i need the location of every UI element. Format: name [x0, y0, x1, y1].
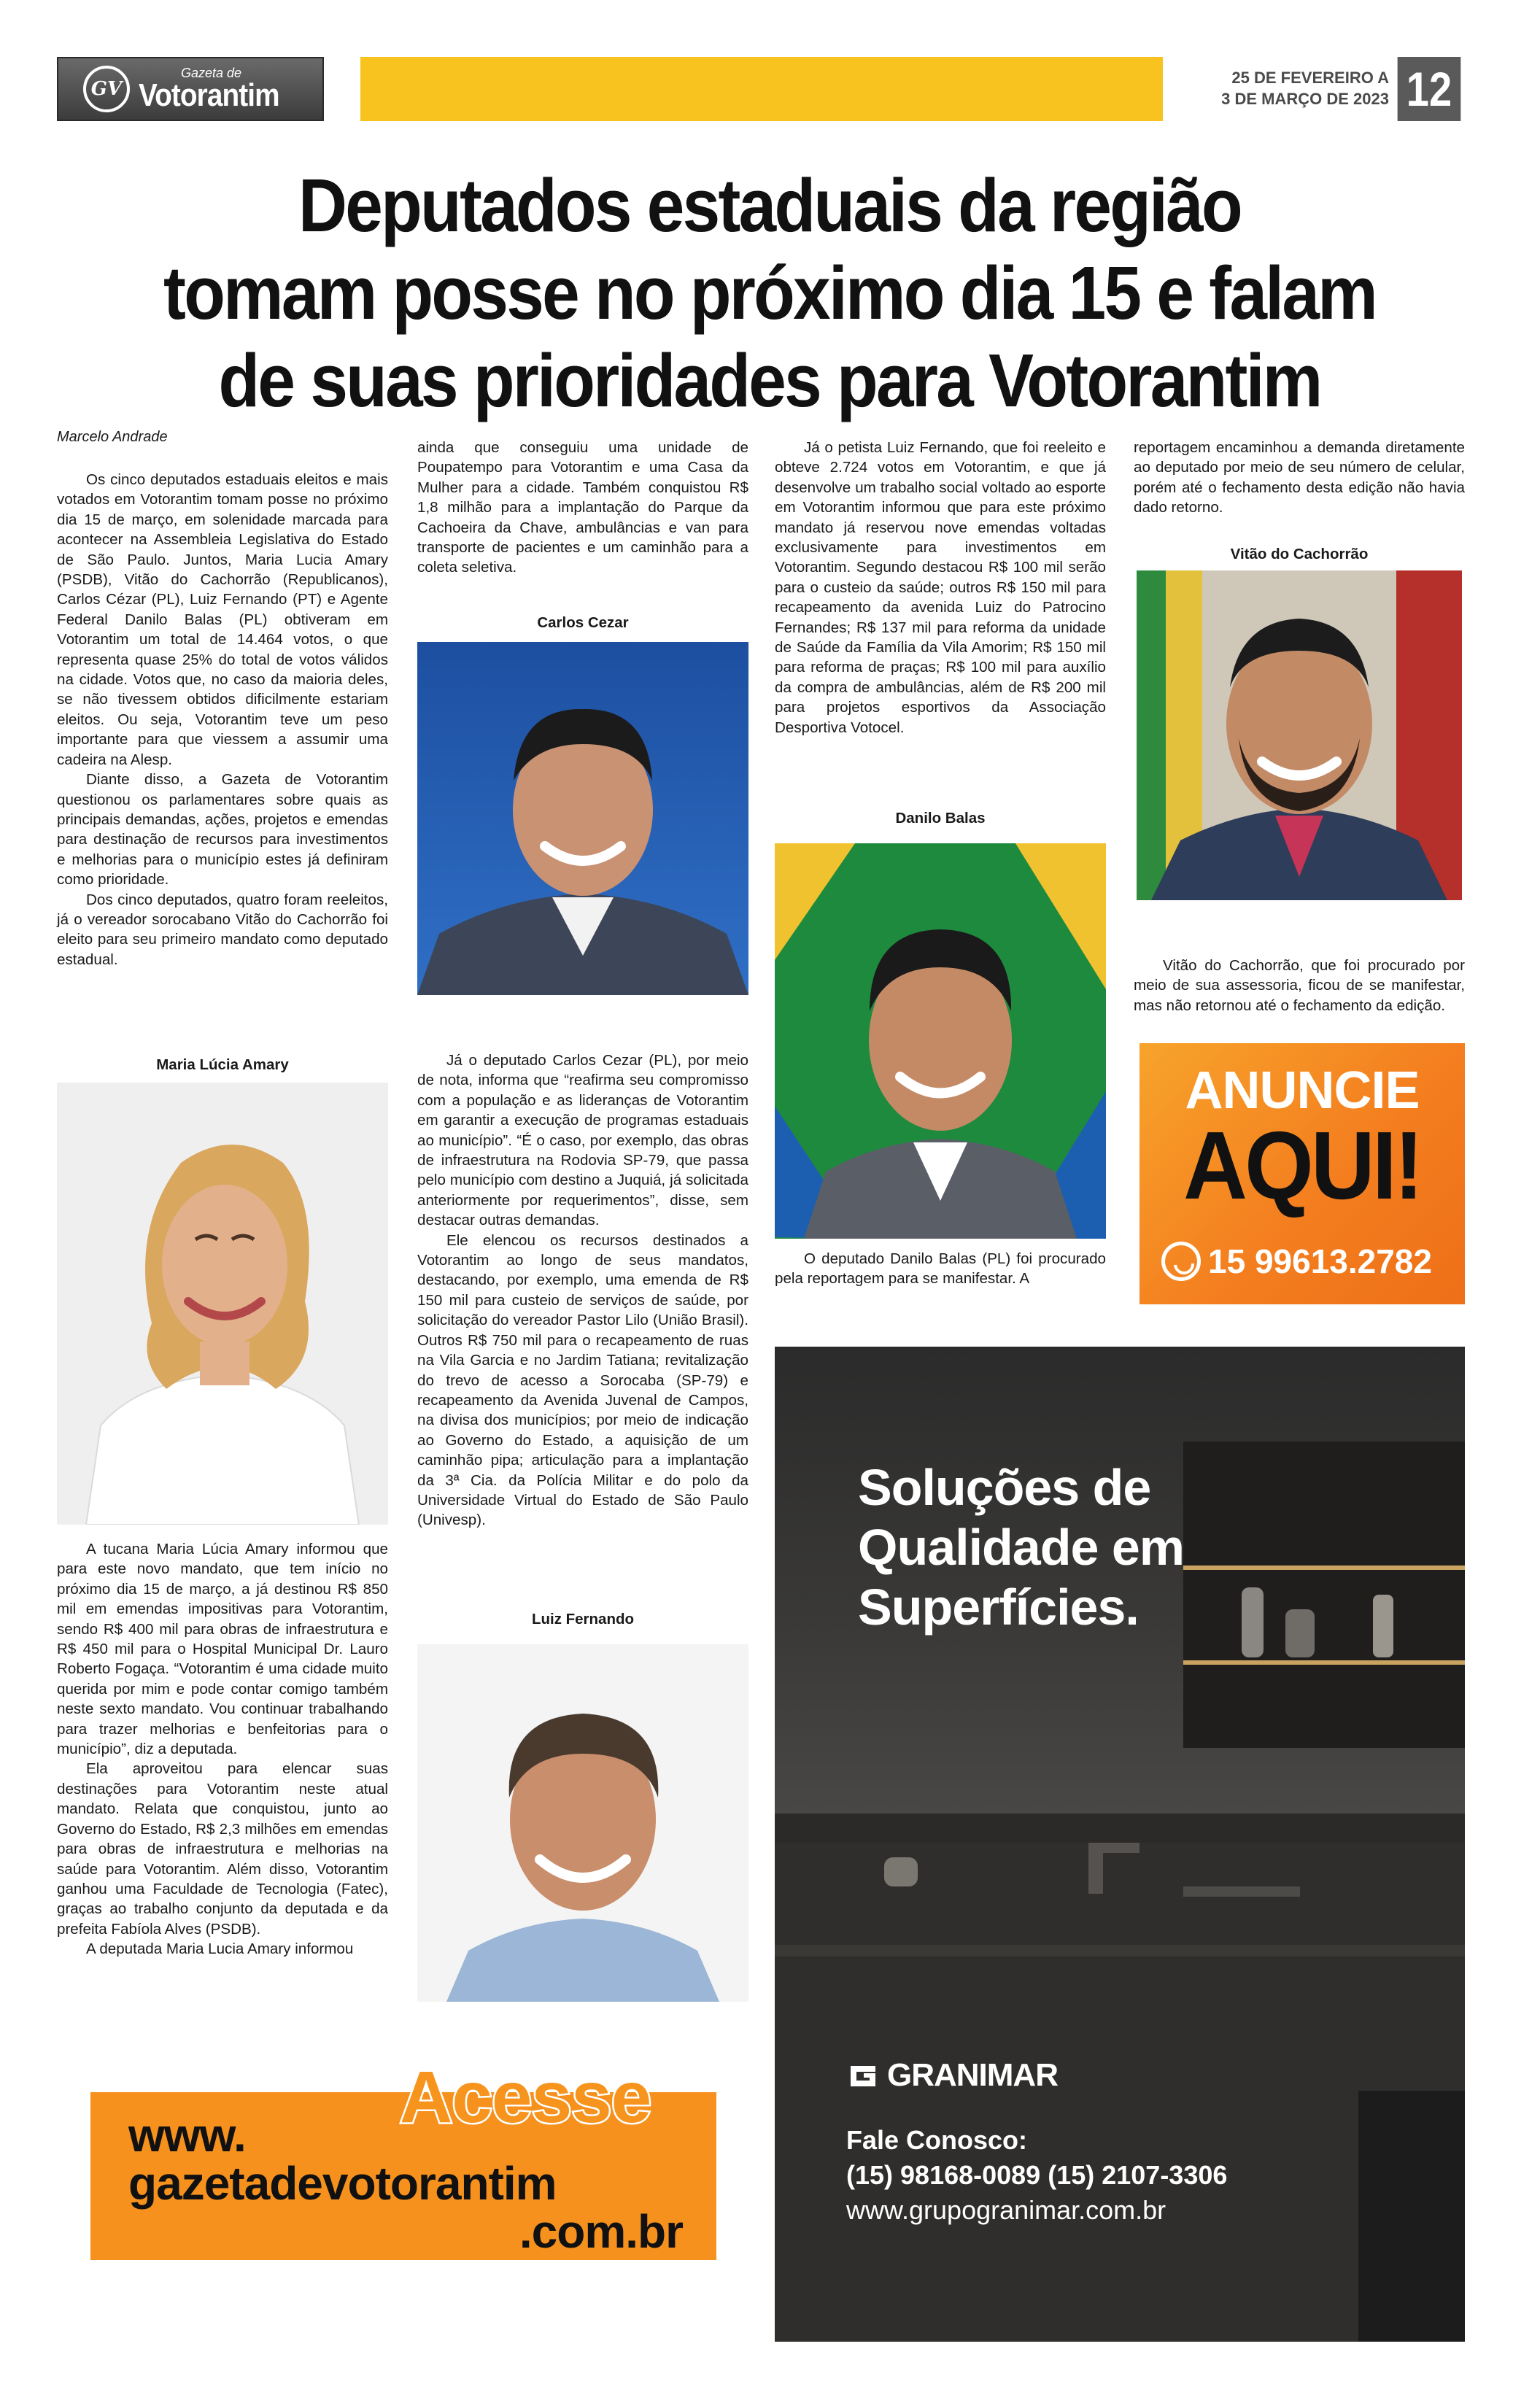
- ad-acesse-word: Acesse: [400, 2056, 651, 2138]
- logo-title: Votorantim: [139, 77, 279, 113]
- ad-acesse-url-line: www.: [128, 2109, 246, 2162]
- granimar-brand: GRANIMAR: [887, 2057, 1058, 2093]
- paragraph: Já o petista Luiz Fernando, que foi reeleito e obteve 2.724 votos em Votorantim, e que já desenvolve um trabalho social voltado ao esporte em Votorantim informou que para este próximo mandato já reservou nove emendas voltadas exclusivamente para investimentos em Votorantim. Segundo destacou R$ 100 mil serão para o custeio da saúde; outros R$ 150 mil para recapeamento da avenida Luiz do Patrocino Fernandes; R$ 137 mil para reforma da unidade de Saúde da Família da Vila Amorim; R$ 150 mil para reforma de praças; R$ 100 mil para auxílio da compra de ambulâncias, além de R$ 200 mil para projetos esportivos da Associação Desportiva Votocel.: [775, 439, 1106, 736]
- photo-title-luiz-fernando: Luiz Fernando: [531, 1611, 635, 1628]
- byline: Marcelo Andrade: [57, 429, 168, 445]
- headline-line: de suas prioridades para Votorantim: [218, 338, 1321, 422]
- paragraph: Ela aproveitou para elencar suas destinações para Votorantim neste atual mandato. Relata que conquistou, junto ao Governo do Estado, R$ 2,3 milhões em emendas para obras de infraestrutura e melhorias na saúde para Votorantim. Além disso, Votorantim ganhou uma Faculdade de Tecnologia (Fatec), graças ao trabalho conjunto da deputada e da prefeita Fabíola Alves (PSDB).: [57, 1760, 388, 1938]
- photo-maria-lucia-amary: [57, 1083, 388, 1525]
- photo-vitao-do-cachorrao: [1137, 570, 1462, 900]
- page-number: 12: [1398, 57, 1461, 121]
- photo-danilo-balas: [775, 843, 1106, 1239]
- ad-granimar-contact-label: Fale Conosco:: [846, 2125, 1028, 2155]
- paragraph: Ele elencou os recursos destinados a Votorantim ao longo de seus mandatos, destacando, por exemplo, uma emenda de R$ 150 mil para custeio de serviços de saúde, por solicitação do vereador Pastor Lilo (União Brasil). Outros R$ 750 mil para o recapeamento de ruas na Vila Garcia e no Jardim Tatiana; revitalização do trevo de acesso a Sorocaba (SP-79) e recapeamento da Avenida Juvenal de Campos, na divisa dos municípios; por meio de indicação ao Governo do Estado, a aquisição de um caminhão pipa; articulação para a implantação da 3ª Cia. da Polícia Militar e do polo da Universidade Virtual do Estado de São Paulo (Univesp).: [417, 1231, 748, 1529]
- column-3-continued: [775, 1249, 1106, 1289]
- column-2-text: [417, 438, 748, 578]
- paragraph: Vitão do Cachorrão, que foi procurado por meio de sua assessoria, ficou de se manifestar, mas não retornou até o fechamento da edição.: [1134, 957, 1465, 1014]
- ad-granimar-headline-line: Superfícies.: [858, 1579, 1139, 1636]
- headline-line: tomam posse no próximo dia 15 e falam: [163, 251, 1376, 335]
- paragraph: Dos cinco deputados, quatro foram reeleitos, já o vereador sorocabano Vitão do Cachorrão foi eleito para seu primeiro mandato como deputado estadual.: [57, 891, 388, 968]
- granimar-logo-icon: [846, 2059, 880, 2092]
- paragraph: reportagem encaminhou a demanda diretamente ao deputado por meio de seu número de celular, porém até o fechamento desta edição não havia dado retorno.: [1134, 439, 1465, 516]
- photo-title-danilo-balas: Danilo Balas: [895, 810, 986, 827]
- photo-title-carlos-cezar: Carlos Cezar: [537, 614, 629, 631]
- header-yellow-band: [360, 57, 1163, 121]
- ad-granimar[interactable]: [775, 1347, 1465, 2342]
- ad-acesse-url-line: .com.br: [519, 2205, 683, 2258]
- ad-acesse-url-line: gazetadevotorantim: [128, 2157, 557, 2210]
- paragraph: ainda que conseguiu uma unidade de Poupatempo para Votorantim e uma Casa da Mulher para a cidade. Também conquistou R$ 1,8 milhão para a implantação do Parque da Cachoeira da Chave, ambulâncias e van para transporte de pacientes e um caminhão para a coleta seletiva.: [417, 439, 748, 576]
- column-1-text: [57, 470, 388, 970]
- masthead-logo: [57, 57, 324, 121]
- ad-granimar-phones: (15) 98168-0089 (15) 2107-3306: [846, 2160, 1228, 2190]
- edition-date: [1185, 67, 1389, 109]
- ad-granimar-website[interactable]: www.grupogranimar.com.br: [846, 2195, 1166, 2225]
- logo-emblem: GV: [83, 66, 130, 112]
- column-1-continued: [57, 1539, 388, 1959]
- photo-luiz-fernando: [417, 1644, 748, 2002]
- paragraph: A tucana Maria Lúcia Amary informou que para este novo mandato, que tem início no próximo dia 15 de março, a já destinou R$ 850 mil em emendas impositivas para Votorantim, sendo R$ 400 mil para obras de infraestrutura e R$ 450 mil para o Hospital Municipal Dr. Lauro Roberto Fogaça. “Votorantim é uma cidade muito querida por mim e pode contar comigo também neste sexto mandato. Vou continuar trabalhando para trazer melhorias e benfeitorias para o município”, diz a deputada.: [57, 1541, 388, 1758]
- ad-anuncie-aqui[interactable]: [1139, 1043, 1465, 1304]
- photo-title-maria-lucia: Maria Lúcia Amary: [156, 1056, 289, 1073]
- article-headline: [117, 162, 1423, 425]
- column-3-text: [775, 438, 1106, 738]
- edition-date-line2: 3 DE MARÇO DE 2023: [1221, 90, 1389, 108]
- paragraph: Os cinco deputados estaduais eleitos e mais votados em Votorantim tomam posse no próximo dia 15 de março, em solenidade marcada para acontecer na Assembleia Legislativa do Estado de São Paulo. Juntos, Maria Lucia Amary (PSDB), Vitão do Cachorrão (Republicanos), Carlos Cézar (PL), Luiz Fernando (PT) e Agente Federal Danilo Balas (PL) obtiveram em Votorantim um total de 14.464 votos, o que representa quase 25% do total de votos válidos na cidade. Votos que, no caso da maioria deles, se não tivessem obtidos dificilmente estariam eleitos. Ou seja, Votorantim teve um peso importante para que viessem a assumir uma cadeira na Alesp.: [57, 471, 388, 768]
- granimar-logo: [846, 2057, 1058, 2094]
- headline-line: Deputados estaduais da região: [298, 163, 1241, 247]
- paragraph: O deputado Danilo Balas (PL) foi procurado pela reportagem para se manifestar. A: [775, 1250, 1106, 1288]
- paragraph: Já o deputado Carlos Cezar (PL), por meio de nota, informa que “reafirma seu compromisso com a população e as lideranças de Votorantim em garantir a execução de programas estaduais ao município”. “É o caso, por exemplo, das obras de infraestrutura na Rodovia SP-79, que passa pelo município com destino a Juquiá, já solicitada anteriormente por requerimentos”, disse, sem destacar outras demandas.: [417, 1052, 748, 1229]
- ad-acesse-url[interactable]: [128, 2111, 683, 2256]
- paragraph: Diante disso, a Gazeta de Votorantim questionou os parlamentares sobre quais as principais demandas, ações, projetos e emendas para destinação de recursos para investimentos e melhorias para o município estes já definiram como prioridade.: [57, 771, 388, 889]
- ad-anuncie-phone-number: 15 99613.2782: [1208, 1242, 1432, 1280]
- logo-small-text: Gazeta de: [181, 66, 242, 80]
- ad-anuncie-line1: ANUNCIE: [1185, 1061, 1420, 1120]
- whatsapp-icon: [1161, 1242, 1201, 1281]
- ad-granimar-headline: [858, 1458, 1184, 1637]
- column-4-text: [1134, 438, 1465, 518]
- photo-carlos-cezar: [417, 642, 748, 995]
- ad-granimar-headline-line: Soluções de: [858, 1459, 1151, 1516]
- edition-date-line1: 25 DE FEVEREIRO A: [1231, 69, 1389, 87]
- column-4-continued: [1134, 956, 1465, 1015]
- photo-title-vitao: Vitão do Cachorrão: [1230, 546, 1369, 562]
- ad-anuncie-line2: AQUI!: [1183, 1112, 1421, 1219]
- ad-granimar-headline-line: Qualidade em: [858, 1519, 1185, 1576]
- ad-anuncie-phone: [1161, 1242, 1432, 1281]
- ad-granimar-contact: [846, 2123, 1227, 2228]
- column-2-continued: [417, 1050, 748, 1530]
- paragraph: A deputada Maria Lucia Amary informou: [86, 1940, 354, 1958]
